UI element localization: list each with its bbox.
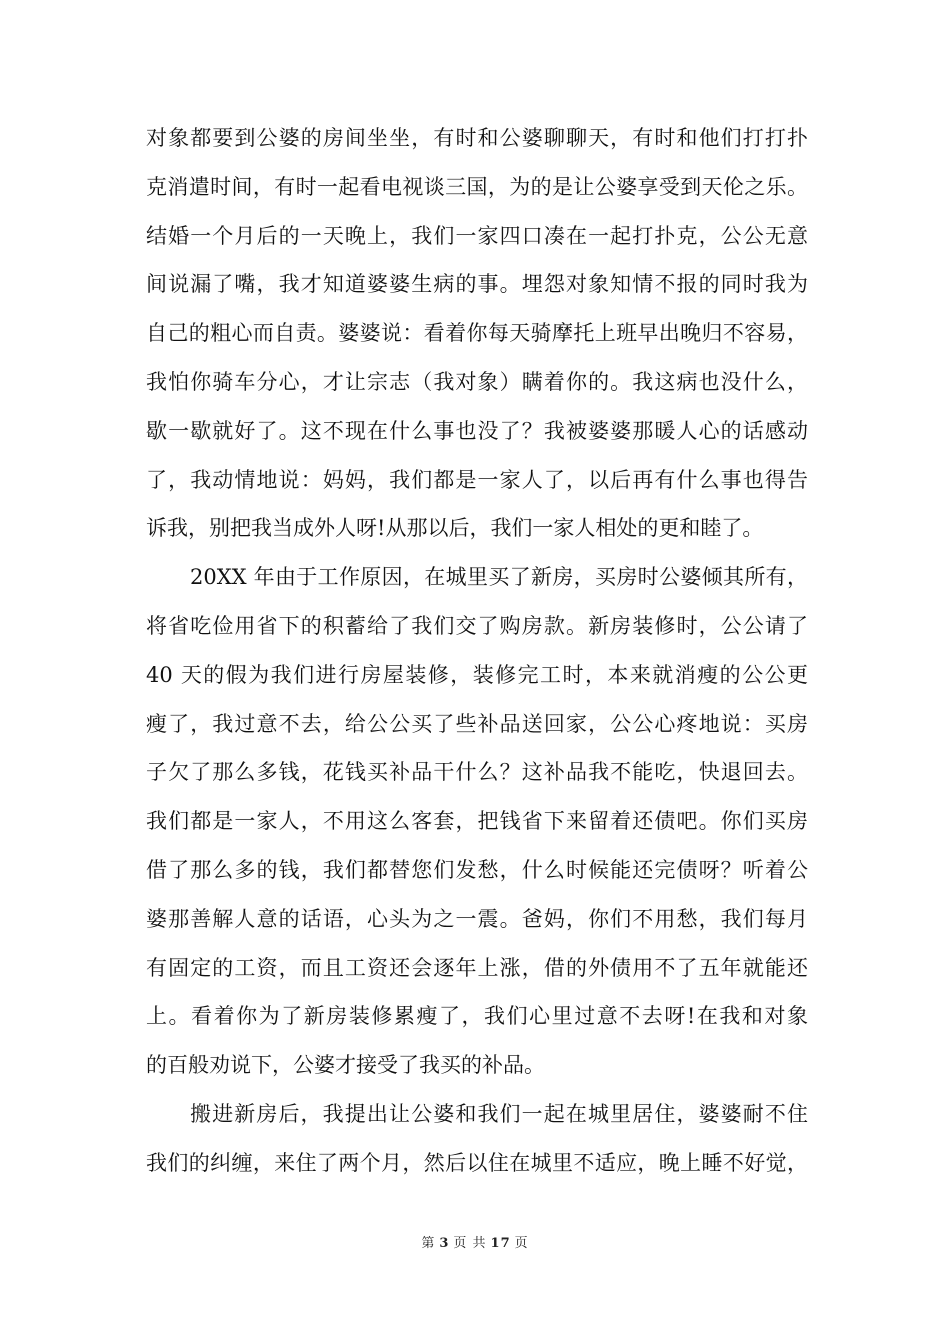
- text-line: 将省吃俭用省下的积蓄给了我们交了购房款。新房装修时，公公请了: [146, 613, 808, 638]
- text-line: 搬进新房后，我提出让公婆和我们一起在城里居住，婆婆耐不住: [190, 1101, 808, 1126]
- text-line: 的百般劝说下，公婆才接受了我买的补品。: [146, 1053, 545, 1078]
- text-line: 歇一歇就好了。这不现在什么事也没了？我被婆婆那暖人心的话感动: [146, 418, 808, 443]
- text-line: 自己的粗心而自责。婆婆说：看着你每天骑摩托上班早出晚归不容易，: [146, 321, 808, 346]
- footer-middle: 页 共: [453, 1236, 487, 1251]
- text-line: 40 天的假为我们进行房屋装修，装修完工时，本来就消瘦的公公更: [146, 662, 808, 687]
- footer-prefix: 第: [421, 1236, 436, 1251]
- text-line: 20XX 年由于工作原因，在城里买了新房，买房时公婆倾其所有，: [190, 565, 808, 590]
- total-page-count: 17: [490, 1236, 511, 1251]
- text-line: 瘦了，我过意不去，给公公买了些补品送回家，公公心疼地说：买房: [146, 711, 808, 736]
- current-page-number: 3: [439, 1236, 450, 1251]
- text-line: 子欠了那么多钱，花钱买补品干什么？这补品我不能吃，快退回去。: [146, 760, 808, 785]
- text-line: 我怕你骑车分心，才让宗志（我对象）瞒着你的。我这病也没什么，: [146, 369, 808, 394]
- text-line: 借了那么多的钱，我们都替您们发愁，什么时候能还完债呀？听着公: [146, 857, 808, 882]
- text-line: 诉我，别把我当成外人呀!从那以后，我们一家人相处的更和睦了。: [146, 516, 764, 541]
- text-line: 婆那善解人意的话语，心头为之一震。爸妈，你们不用愁，我们每月: [146, 906, 808, 931]
- page-footer: [0, 1232, 950, 1251]
- text-line: 克消遣时间，有时一起看电视谈三国，为的是让公婆享受到天伦之乐。: [146, 174, 808, 199]
- text-line: 我们的纠缠，来住了两个月，然后以住在城里不适应，晚上睡不好觉，: [146, 1150, 808, 1175]
- text-line: 上。看着你为了新房装修累瘦了，我们心里过意不去呀!在我和对象: [146, 1004, 808, 1029]
- paragraph: [146, 553, 808, 1090]
- text-line: 了，我动情地说：妈妈，我们都是一家人了，以后再有什么事也得告: [146, 467, 808, 492]
- document-body: [146, 114, 808, 1188]
- text-line: 对象都要到公婆的房间坐坐，有时和公婆聊聊天，有时和他们打打扑: [146, 126, 808, 150]
- footer-suffix: 页: [514, 1236, 529, 1251]
- paragraph: [146, 1090, 808, 1188]
- text-line: 间说漏了嘴，我才知道婆婆生病的事。埋怨对象知情不报的同时我为: [146, 272, 808, 297]
- paragraph: [146, 114, 808, 553]
- text-line: 有固定的工资，而且工资还会逐年上涨，借的外债用不了五年就能还: [146, 955, 808, 980]
- text-line: 我们都是一家人，不用这么客套，把钱省下来留着还债吧。你们买房: [146, 809, 808, 834]
- text-line: 结婚一个月后的一天晚上，我们一家四口凑在一起打扑克，公公无意: [146, 223, 808, 248]
